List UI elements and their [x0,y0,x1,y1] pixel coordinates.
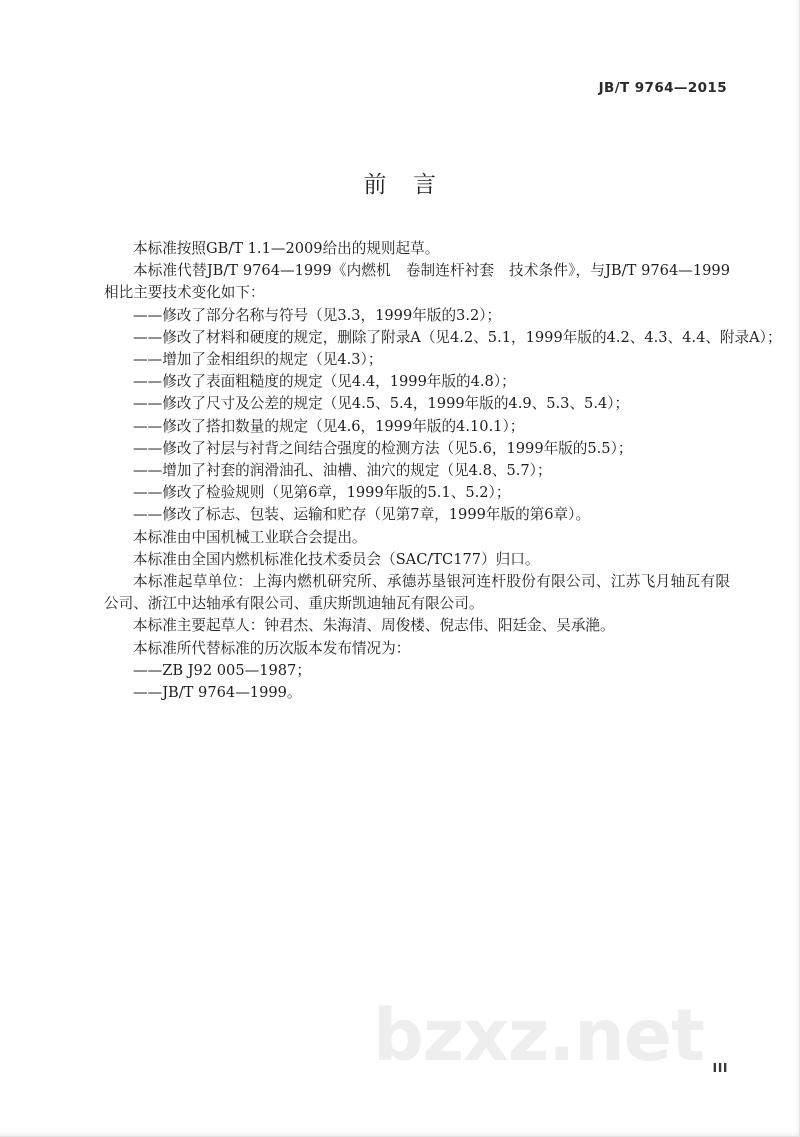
change-item: ——增加了衬套的润滑油孔、油槽、油穴的规定（见4.8、5.7）； [133,462,552,480]
running-header-standard-number: JB/T 9764—2015 [598,80,727,96]
drafting-units: 本标准起草单位：上海内燃机研究所、承德苏垦银河连杆股份有限公司、江苏飞月轴瓦有限公司、浙江中达轴承有限公司、重庆斯凯迪轴瓦有限公司。 [104,573,730,613]
page-edge-shadow-bottom [0,1131,800,1136]
change-item: ——修改了部分名称与符号（见3.3，1999年版的3.2）； [133,306,502,324]
previous-version-item: ——JB/T 9764—1999。 [133,684,302,702]
foreword-paragraph: 本标准代替JB/T 9764—1999《内燃机 卷制连杆衬套 技术条件》，与JB/T 9764—1999相比主要技术变化如下： [104,262,730,302]
foreword-body [104,238,782,704]
change-item: ——修改了衬层与衬背之间结合强度的检测方法（见5.6，1999年版的5.5）； [133,439,633,457]
change-item: ——修改了表面粗糙度的规定（见4.4，1999年版的4.8）； [133,373,516,391]
proposing-organization: 本标准由中国机械工业联合会提出。 [133,528,367,546]
site-watermark: bzxz.net [373,994,704,1077]
previous-version-item: ——ZB J92 005—1987； [133,661,311,679]
jurisdiction-organization: 本标准由全国内燃机标准化技术委员会（SAC/TC177）归口。 [133,550,540,568]
page-title [0,166,800,199]
change-item: ——修改了检验规则（见第6章，1999年版的5.1、5.2）； [133,484,511,502]
page-number: III [712,1060,728,1075]
page-title-char-1: 前 [363,172,387,198]
change-item: ——修改了尺寸及公差的规定（见4.5、5.4，1999年版的4.9、5.3、5.4）； [133,395,630,413]
previous-versions-intro: 本标准所代替标准的历次版本发布情况为： [133,639,411,657]
change-item: ——增加了金相组织的规定（见4.3）； [133,351,383,369]
change-item: ——修改了材料和硬度的规定，删除了附录A（见4.2、5.1，1999年版的4.2、4.3、4.4、附录A）； [133,328,782,346]
foreword-paragraph: 本标准按照GB/T 1.1—2009给出的规则起草。 [133,240,440,257]
change-item: ——修改了标志、包装、运输和贮存（见第7章，1999年版的第6章）。 [133,506,591,524]
change-item: ——修改了搭扣数量的规定（见4.6，1999年版的4.10.1）； [133,417,525,435]
drafters-list: 本标准主要起草人：钟君杰、朱海清、周俊楼、倪志伟、阳廷金、吴承滟。 [133,617,615,635]
page-title-char-2: 言 [413,172,437,198]
